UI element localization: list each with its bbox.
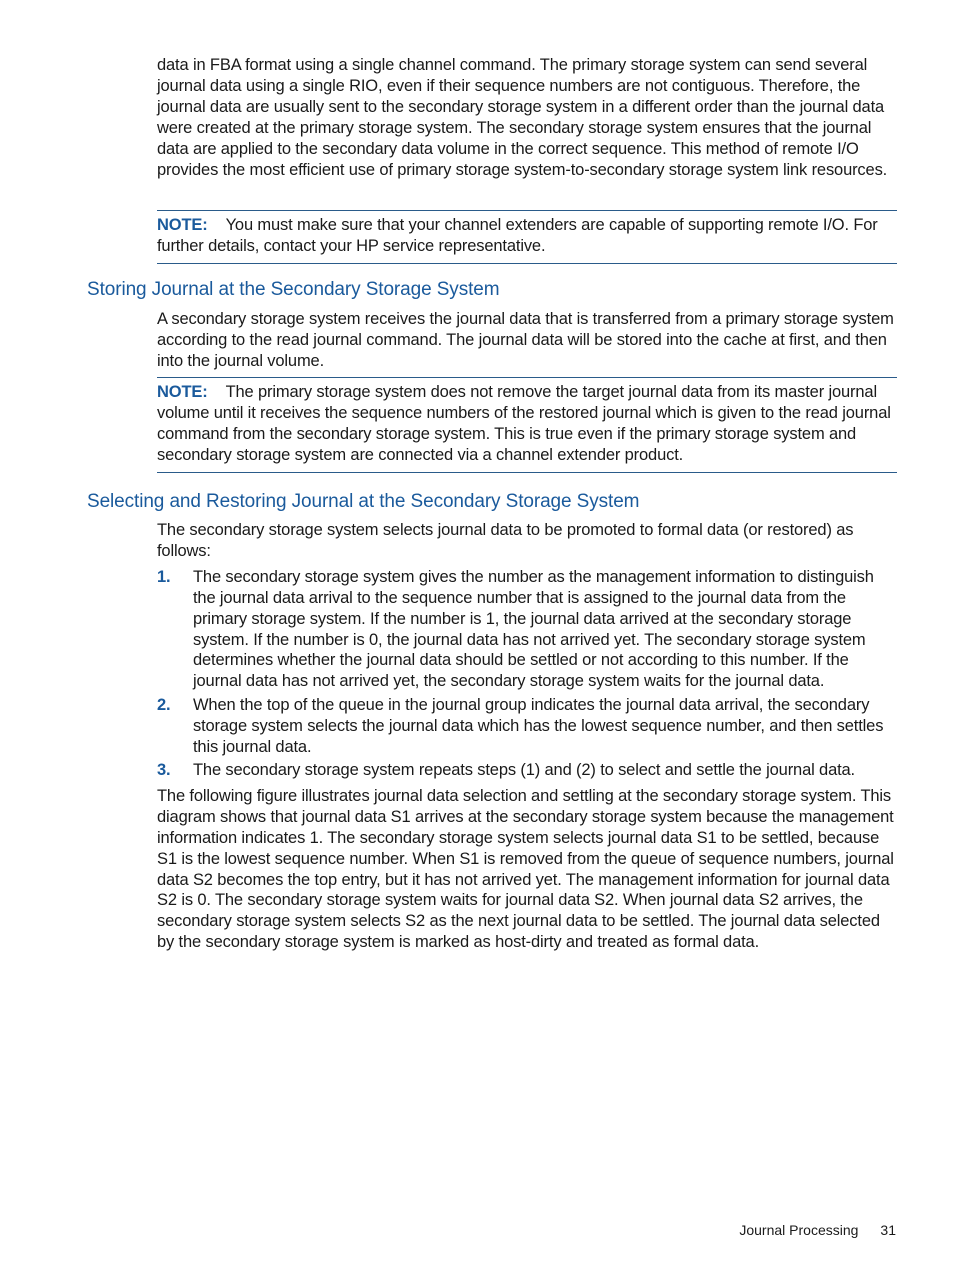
step-number: 1. <box>157 567 171 586</box>
intro-paragraph: data in FBA format using a single channel command. The primary storage system can send several journal data using a single RIO, even if their sequence numbers are not contiguous. Therefore, the journal data are usually sent to the secondary storage system in a different order than the journal data were created at the primary storage system. The secondary storage system ensures that the journal data are applied to the secondary data volume in the correct sequence. This method of remote I/O provides the most efficient use of primary storage system-to-secondary storage system link resources. <box>157 56 888 179</box>
note-2-content <box>157 382 897 466</box>
note-1-text: You must make sure that your channel extenders are capable of supporting remote I/O. For further details, contact your HP service representative. <box>157 216 878 255</box>
section-heading-storing-journal: Storing Journal at the Secondary Storage System <box>87 279 500 300</box>
step-text: When the top of the queue in the journal group indicates the journal data arrival, the secondary storage system selects the journal data which has the lowest sequence number, and then settles this journal data. <box>193 695 884 756</box>
note-2-text: The primary storage system does not remove the target journal data from its master journal volume until it receives the sequence numbers of the restored journal which is given to the read journal command from the secondary storage system. This is true even if the primary storage system and secondary storage system are connected via a channel extender product. <box>157 383 891 464</box>
step-number: 3. <box>157 760 171 779</box>
section-2-body <box>157 520 897 953</box>
list-item <box>157 567 897 692</box>
steps-list <box>157 567 897 781</box>
section-2-intro: The secondary storage system selects journal data to be promoted to formal data (or restored) as follows: <box>157 521 854 560</box>
section-2-closing: The following figure illustrates journal data selection and settling at the secondary storage system. This diagram shows that journal data S1 arrives at the secondary storage system because the management information indicates 1. The secondary storage system selects journal data S1 to be settled, because S1 is the lowest sequence number. When S1 is removed from the queue of sequence numbers, journal data S2 becomes the top entry, but it has not arrived yet. The management information for journal data S2 is 0. The secondary storage system waits for journal data S2. When journal data S2 arrives, the secondary storage system selects S2 as the next journal data to be settled. The journal data selected by the secondary storage system is marked as host-dirty and treated as formal data. <box>157 786 894 952</box>
step-number: 2. <box>157 695 171 714</box>
note-2-label: NOTE: <box>157 383 208 401</box>
section-1-body <box>157 309 897 372</box>
section-1-paragraph: A secondary storage system receives the journal data that is transferred from a primary storage system according to the read journal command. The journal data will be stored into the cache at first, and then into the journal volume. <box>157 310 894 370</box>
intro-block <box>157 55 897 180</box>
page-number: 31 <box>880 1222 896 1238</box>
note-box-1 <box>157 210 897 264</box>
list-item <box>157 760 897 781</box>
note-1-content <box>157 215 897 257</box>
note-box-2 <box>157 377 897 473</box>
step-text: The secondary storage system gives the number as the management information to distinguish the journal data arrival to the sequence number that is assigned to the journal data from the primary storage system. If the number is 1, the journal data arrived at the secondary storage system. If the number is 0, the journal data has not arrived yet. The secondary storage system determines whether the journal data should be settled or not according to this number. If the journal data has not arrived yet, the secondary storage system waits for the journal data. <box>193 567 874 691</box>
page-footer <box>739 1222 896 1238</box>
footer-title: Journal Processing <box>739 1222 859 1238</box>
step-text: The secondary storage system repeats steps (1) and (2) to select and settle the journal data. <box>193 760 855 779</box>
note-1-label: NOTE: <box>157 216 208 234</box>
section-heading-selecting-restoring: Selecting and Restoring Journal at the Secondary Storage System <box>87 491 640 512</box>
list-item <box>157 695 897 758</box>
